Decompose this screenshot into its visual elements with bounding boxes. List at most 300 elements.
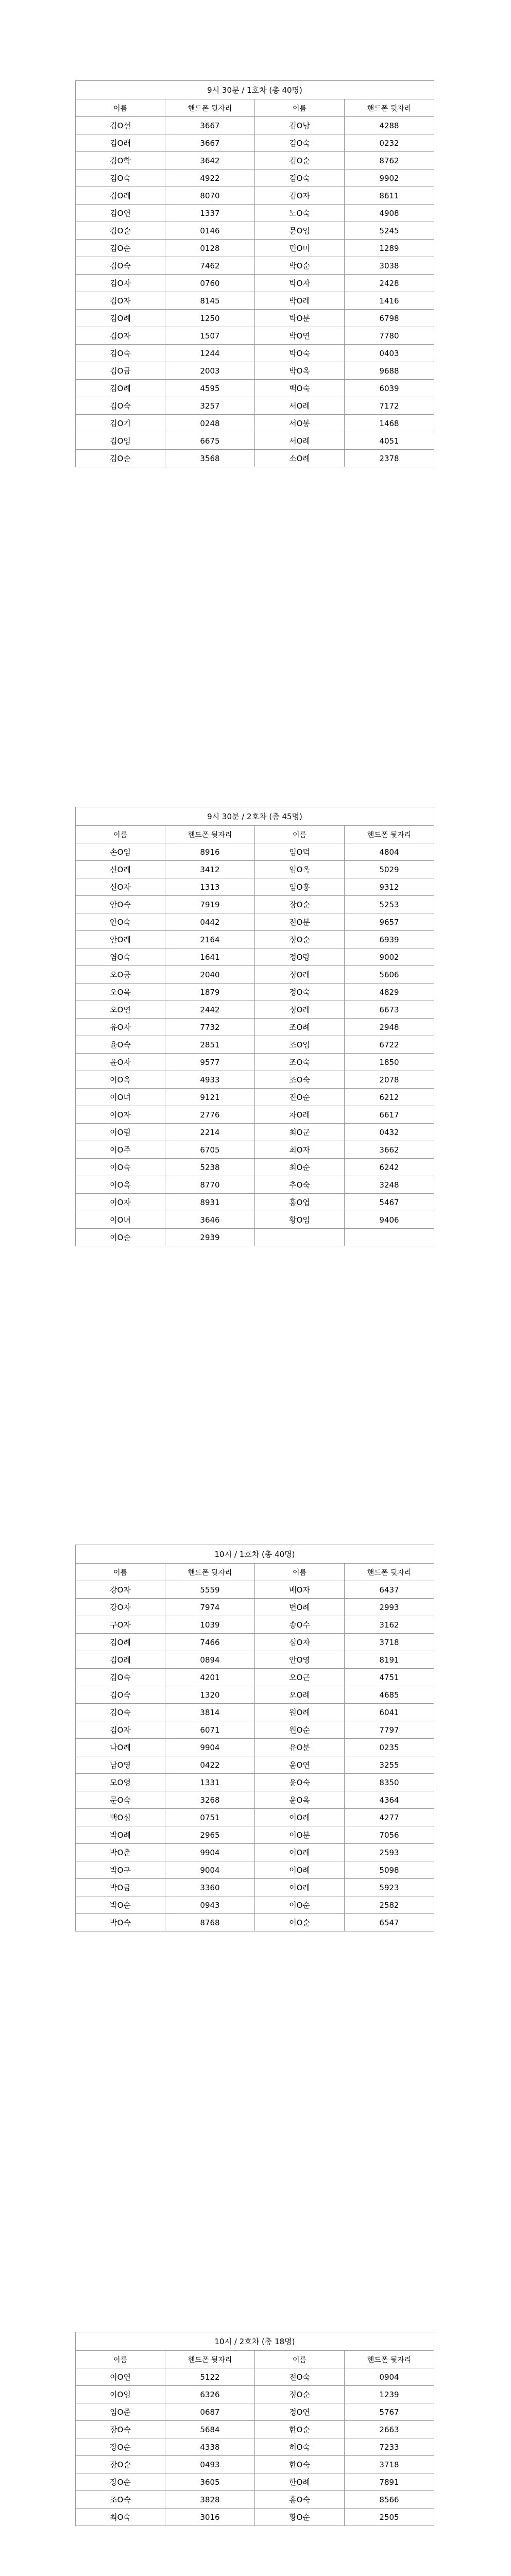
- header-phone: 핸드폰 뒷자리: [165, 2351, 255, 2368]
- phone-cell: 2663: [345, 2421, 434, 2438]
- name-cell: 이O주: [76, 1141, 165, 1159]
- name-cell: 박O숙: [255, 345, 345, 362]
- name-cell: 김O숙: [76, 1704, 165, 1721]
- phone-cell: 2214: [165, 1124, 255, 1141]
- title-row: [76, 81, 434, 99]
- phone-cell: 1289: [345, 240, 434, 257]
- table-row: [76, 380, 434, 397]
- phone-cell: 7780: [345, 327, 434, 345]
- name-cell: 김O연: [76, 205, 165, 222]
- phone-cell: 5684: [165, 2421, 255, 2438]
- name-cell: 김O자: [76, 292, 165, 310]
- phone-cell: 3667: [165, 134, 255, 152]
- name-cell: 배O자: [255, 1581, 345, 1599]
- table-block-1: [75, 80, 434, 467]
- name-cell: 송O수: [255, 1616, 345, 1634]
- name-cell: 이O자: [76, 1106, 165, 1124]
- name-cell: 한O례: [255, 2473, 345, 2491]
- table-row: [76, 1616, 434, 1634]
- phone-cell: 4277: [345, 1809, 434, 1826]
- phone-cell: 0442: [165, 913, 255, 931]
- phone-cell: 0904: [345, 2368, 434, 2386]
- phone-cell: 3646: [165, 1211, 255, 1229]
- name-cell: 전O숙: [255, 2368, 345, 2386]
- name-cell: 조O숙: [255, 1054, 345, 1071]
- phone-cell: 8566: [345, 2491, 434, 2509]
- name-cell: 임O옥: [255, 861, 345, 878]
- name-cell: 서O례: [255, 432, 345, 450]
- phone-cell: 2505: [345, 2509, 434, 2526]
- name-cell: 이O자: [76, 1194, 165, 1211]
- header-phone: 핸드폰 뒷자리: [345, 2351, 434, 2368]
- table-row: [76, 1176, 434, 1194]
- title-row: [76, 2332, 434, 2351]
- table-row: [76, 2456, 434, 2473]
- name-cell: 윤O숙: [255, 1774, 345, 1791]
- name-cell: 황O임: [255, 1211, 345, 1229]
- name-cell: 윤O옥: [255, 1791, 345, 1809]
- name-cell: 장O순: [76, 2473, 165, 2491]
- table-row: [76, 1774, 434, 1791]
- name-cell: 이O연: [76, 2368, 165, 2386]
- phone-cell: 3255: [345, 1756, 434, 1774]
- phone-cell: 3412: [165, 861, 255, 878]
- name-cell: 서O봉: [255, 415, 345, 432]
- table-block-4: [75, 2332, 434, 2526]
- phone-cell: 0235: [345, 1739, 434, 1756]
- header-phone: 핸드폰 뒷자리: [165, 99, 255, 117]
- name-cell: 조O임: [255, 1036, 345, 1054]
- phone-cell: 2164: [165, 931, 255, 948]
- table-row: [76, 134, 434, 152]
- table-row: [76, 1809, 434, 1826]
- phone-cell: 0493: [165, 2456, 255, 2473]
- name-cell: 박O숙: [76, 1914, 165, 1931]
- phone-cell: 7797: [345, 1721, 434, 1739]
- name-cell: 박O자: [255, 275, 345, 292]
- phone-cell: 5029: [345, 861, 434, 878]
- table-row: [76, 1036, 434, 1054]
- name-cell: 박O순: [76, 1896, 165, 1914]
- phone-cell: 6212: [345, 1089, 434, 1106]
- name-cell: 강O자: [76, 1581, 165, 1599]
- table-title: 10시 / 1호차 (총 40명): [76, 1545, 434, 1564]
- name-cell: 노O숙: [255, 205, 345, 222]
- table-row: [76, 2386, 434, 2403]
- name-cell: 차O례: [255, 1106, 345, 1124]
- table-row: [76, 187, 434, 205]
- table-row: [76, 1019, 434, 1036]
- phone-cell: 9657: [345, 913, 434, 931]
- name-cell: 김O금: [76, 362, 165, 380]
- phone-cell: 9121: [165, 1089, 255, 1106]
- phone-cell: 8191: [345, 1651, 434, 1669]
- name-cell: 이O임: [76, 2386, 165, 2403]
- phone-cell: 6242: [345, 1159, 434, 1176]
- name-cell: 신O자: [76, 878, 165, 896]
- name-cell: 김O기: [76, 415, 165, 432]
- phone-cell: 2003: [165, 362, 255, 380]
- name-cell: 이O순: [255, 1896, 345, 1914]
- table-row: [76, 861, 434, 878]
- title-row: [76, 1545, 434, 1564]
- name-cell: 신O례: [76, 861, 165, 878]
- name-cell: 김O학: [76, 152, 165, 170]
- table-row: [76, 1861, 434, 1879]
- name-cell: 최O군: [255, 1124, 345, 1141]
- name-cell: 박O분: [255, 310, 345, 327]
- name-cell: 소O례: [255, 450, 345, 467]
- phone-cell: 3718: [345, 1634, 434, 1651]
- phone-cell: 2851: [165, 1036, 255, 1054]
- table-row: [76, 1141, 434, 1159]
- name-cell: 박O금: [76, 1879, 165, 1896]
- name-cell: 홍O숙: [255, 2491, 345, 2509]
- phone-cell: 3360: [165, 1879, 255, 1896]
- phone-cell: 0687: [165, 2403, 255, 2421]
- phone-cell: 6071: [165, 1721, 255, 1739]
- table-row: [76, 397, 434, 415]
- name-cell: 임O홍: [255, 878, 345, 896]
- name-cell: 박O옥: [255, 362, 345, 380]
- name-cell: 박O례: [76, 1826, 165, 1844]
- name-cell: 김O순: [255, 152, 345, 170]
- phone-cell: 0248: [165, 415, 255, 432]
- name-cell: 이O례: [255, 1861, 345, 1879]
- table-row: [76, 170, 434, 187]
- table-row: [76, 257, 434, 275]
- phone-cell: 7974: [165, 1599, 255, 1616]
- name-cell: 김O순: [76, 240, 165, 257]
- schedule-table: [75, 80, 434, 467]
- table-row: [76, 878, 434, 896]
- header-name: 이름: [255, 826, 345, 843]
- name-cell: 오O옥: [76, 984, 165, 1001]
- table-row: [76, 1844, 434, 1861]
- name-cell: 박O연: [255, 327, 345, 345]
- name-cell: 홍O엽: [255, 1194, 345, 1211]
- phone-cell: 6547: [345, 1914, 434, 1931]
- name-cell: 김O임: [76, 432, 165, 450]
- table-row: [76, 2421, 434, 2438]
- phone-cell: 1239: [345, 2386, 434, 2403]
- phone-cell: 9406: [345, 1211, 434, 1229]
- phone-cell: 7462: [165, 257, 255, 275]
- name-cell: 손O임: [76, 843, 165, 861]
- name-cell: 백O심: [76, 1809, 165, 1826]
- phone-cell: 9002: [345, 948, 434, 966]
- header-row: [76, 826, 434, 843]
- table-row: [76, 205, 434, 222]
- name-cell: 김O래: [76, 134, 165, 152]
- name-cell: 민O미: [255, 240, 345, 257]
- phone-cell: 3718: [345, 2456, 434, 2473]
- name-cell: 김O숙: [76, 170, 165, 187]
- name-cell: 허O숙: [255, 2438, 345, 2456]
- phone-cell: 1250: [165, 310, 255, 327]
- name-cell: 안O숙: [76, 913, 165, 931]
- phone-cell: 0422: [165, 1756, 255, 1774]
- name-cell: 이O례: [255, 1844, 345, 1861]
- name-cell: 조O숙: [76, 2491, 165, 2509]
- name-cell: 이O순: [76, 1229, 165, 1246]
- header-phone: 핸드폰 뒷자리: [345, 1564, 434, 1581]
- phone-cell: 9312: [345, 878, 434, 896]
- table-row: [76, 275, 434, 292]
- phone-cell: 3667: [165, 117, 255, 134]
- name-cell: 정O숙: [255, 984, 345, 1001]
- name-cell: 김O순: [76, 450, 165, 467]
- phone-cell: 7891: [345, 2473, 434, 2491]
- phone-cell: 5245: [345, 222, 434, 240]
- table-row: [76, 1669, 434, 1686]
- phone-cell: 3038: [345, 257, 434, 275]
- name-cell: 정O례: [255, 1001, 345, 1019]
- table-row: [76, 843, 434, 861]
- phone-cell: 3605: [165, 2473, 255, 2491]
- table-row: [76, 1634, 434, 1651]
- phone-cell: 1244: [165, 345, 255, 362]
- phone-cell: 6722: [345, 1036, 434, 1054]
- table-row: [76, 1159, 434, 1176]
- table-title: 9시 30분 / 1호차 (총 40명): [76, 81, 434, 99]
- table-title: 9시 30분 / 2호차 (총 45명): [76, 807, 434, 826]
- table-block-3: [75, 1545, 434, 1931]
- header-name: 이름: [76, 99, 165, 117]
- header-name: 이름: [76, 826, 165, 843]
- name-cell: 윤O자: [76, 1054, 165, 1071]
- name-cell: 장O순: [76, 2438, 165, 2456]
- phone-cell: 0943: [165, 1896, 255, 1914]
- phone-cell: 0432: [345, 1124, 434, 1141]
- name-cell: 이O녀: [76, 1211, 165, 1229]
- table-row: [76, 1879, 434, 1896]
- phone-cell: 0128: [165, 240, 255, 257]
- name-cell: 모O영: [76, 1774, 165, 1791]
- phone-cell: 1850: [345, 1054, 434, 1071]
- phone-cell: 3828: [165, 2491, 255, 2509]
- phone-cell: 4933: [165, 1071, 255, 1089]
- phone-cell: 9904: [165, 1844, 255, 1861]
- phone-cell: 0146: [165, 222, 255, 240]
- table-title: 10시 / 2호차 (총 18명): [76, 2332, 434, 2351]
- phone-cell: 3257: [165, 397, 255, 415]
- table-row: [76, 327, 434, 345]
- name-cell: 김O숙: [76, 257, 165, 275]
- name-cell: 유O분: [255, 1739, 345, 1756]
- table-row: [76, 152, 434, 170]
- phone-cell: 4922: [165, 170, 255, 187]
- name-cell: 정O랑: [255, 948, 345, 966]
- table-row: [76, 966, 434, 984]
- name-cell: 오O공: [76, 966, 165, 984]
- phone-cell: 5253: [345, 896, 434, 913]
- table-row: [76, 1581, 434, 1599]
- phone-cell: 5098: [345, 1861, 434, 1879]
- phone-cell: 7732: [165, 1019, 255, 1036]
- name-cell: 강O자: [76, 1599, 165, 1616]
- phone-cell: 2948: [345, 1019, 434, 1036]
- schedule-table: [75, 1545, 434, 1931]
- name-cell: 김O례: [76, 310, 165, 327]
- name-cell: 장O순: [255, 896, 345, 913]
- table-row: [76, 913, 434, 931]
- name-cell: 추O숙: [255, 1176, 345, 1194]
- phone-cell: 3268: [165, 1791, 255, 1809]
- name-cell: 김O례: [76, 1634, 165, 1651]
- phone-cell: 3662: [345, 1141, 434, 1159]
- name-cell: 김O자: [76, 275, 165, 292]
- table-row: [76, 1651, 434, 1669]
- phone-cell: 6039: [345, 380, 434, 397]
- phone-cell: 1313: [165, 878, 255, 896]
- name-cell: 이O옥: [76, 1176, 165, 1194]
- name-cell: 이O옥: [76, 1071, 165, 1089]
- phone-cell: 1331: [165, 1774, 255, 1791]
- name-cell: 최O숙: [76, 2509, 165, 2526]
- phone-cell: 8916: [165, 843, 255, 861]
- phone-cell: 6041: [345, 1704, 434, 1721]
- name-cell: 조O례: [255, 1019, 345, 1036]
- table-row: [76, 2438, 434, 2456]
- name-cell: 정O순: [255, 931, 345, 948]
- phone-cell: 4201: [165, 1669, 255, 1686]
- name-cell: 백O숙: [255, 380, 345, 397]
- phone-cell: 8611: [345, 187, 434, 205]
- phone-cell: 1320: [165, 1686, 255, 1704]
- phone-cell: 5559: [165, 1581, 255, 1599]
- header-phone: 핸드폰 뒷자리: [165, 826, 255, 843]
- name-cell: 박O구: [76, 1861, 165, 1879]
- table-row: [76, 1054, 434, 1071]
- phone-cell: [345, 1229, 434, 1246]
- phone-cell: 8770: [165, 1176, 255, 1194]
- phone-cell: 9004: [165, 1861, 255, 1879]
- header-phone: 핸드폰 뒷자리: [345, 99, 434, 117]
- name-cell: 임O덕: [255, 843, 345, 861]
- phone-cell: 5122: [165, 2368, 255, 2386]
- phone-cell: 0751: [165, 1809, 255, 1826]
- phone-cell: 3642: [165, 152, 255, 170]
- table-row: [76, 117, 434, 134]
- name-cell: 정O례: [255, 966, 345, 984]
- name-cell: 김O선: [76, 117, 165, 134]
- table-row: [76, 1704, 434, 1721]
- phone-cell: 9688: [345, 362, 434, 380]
- header-row: [76, 2351, 434, 2368]
- phone-cell: 9577: [165, 1054, 255, 1071]
- name-cell: 김O숙: [76, 345, 165, 362]
- phone-cell: 8350: [345, 1774, 434, 1791]
- header-name: 이름: [76, 2351, 165, 2368]
- table-row: [76, 1826, 434, 1844]
- schedule-table: [75, 807, 434, 1246]
- phone-cell: 1468: [345, 415, 434, 432]
- table-row: [76, 2509, 434, 2526]
- name-cell: 심O자: [255, 1634, 345, 1651]
- phone-cell: 9902: [345, 170, 434, 187]
- phone-cell: 3568: [165, 450, 255, 467]
- name-cell: 정O순: [255, 2386, 345, 2403]
- name-cell: 오O연: [76, 1001, 165, 1019]
- table-row: [76, 1106, 434, 1124]
- phone-cell: 2582: [345, 1896, 434, 1914]
- phone-cell: 1641: [165, 948, 255, 966]
- phone-cell: 5606: [345, 966, 434, 984]
- name-cell: 오O례: [255, 1686, 345, 1704]
- phone-cell: 4338: [165, 2438, 255, 2456]
- title-row: [76, 807, 434, 826]
- name-cell: 황O순: [255, 2509, 345, 2526]
- name-cell: 김O자: [255, 187, 345, 205]
- table-row: [76, 345, 434, 362]
- table-row: [76, 1071, 434, 1089]
- name-cell: [255, 1229, 345, 1246]
- table-row: [76, 2403, 434, 2421]
- table-row: [76, 1001, 434, 1019]
- table-row: [76, 310, 434, 327]
- phone-cell: 4829: [345, 984, 434, 1001]
- phone-cell: 8768: [165, 1914, 255, 1931]
- name-cell: 문O임: [255, 222, 345, 240]
- phone-cell: 1507: [165, 327, 255, 345]
- phone-cell: 6437: [345, 1581, 434, 1599]
- table-block-2: [75, 807, 434, 1246]
- phone-cell: 8145: [165, 292, 255, 310]
- table-row: [76, 292, 434, 310]
- phone-cell: 0894: [165, 1651, 255, 1669]
- table-row: [76, 432, 434, 450]
- name-cell: 원O례: [255, 1704, 345, 1721]
- phone-cell: 2965: [165, 1826, 255, 1844]
- table-row: [76, 2368, 434, 2386]
- name-cell: 김O례: [76, 1651, 165, 1669]
- name-cell: 장O숙: [76, 2421, 165, 2438]
- name-cell: 이O분: [255, 1826, 345, 1844]
- table-row: [76, 1791, 434, 1809]
- name-cell: 김O숙: [255, 134, 345, 152]
- phone-cell: 4685: [345, 1686, 434, 1704]
- name-cell: 이O숙: [76, 1159, 165, 1176]
- phone-cell: 7233: [345, 2438, 434, 2456]
- schedule-table: [75, 2332, 434, 2526]
- name-cell: 이O례: [255, 1809, 345, 1826]
- name-cell: 유O자: [76, 1019, 165, 1036]
- phone-cell: 1879: [165, 984, 255, 1001]
- phone-cell: 1039: [165, 1616, 255, 1634]
- name-cell: 이O림: [76, 1124, 165, 1141]
- table-row: [76, 1599, 434, 1616]
- table-row: [76, 222, 434, 240]
- name-cell: 박O춘: [76, 1844, 165, 1861]
- name-cell: 남O영: [76, 1756, 165, 1774]
- header-name: 이름: [255, 99, 345, 117]
- phone-cell: 5767: [345, 2403, 434, 2421]
- name-cell: 이O례: [255, 1879, 345, 1896]
- phone-cell: 1416: [345, 292, 434, 310]
- header-name: 이름: [255, 1564, 345, 1581]
- name-cell: 원O순: [255, 1721, 345, 1739]
- phone-cell: 5923: [345, 1879, 434, 1896]
- phone-cell: 0760: [165, 275, 255, 292]
- table-row: [76, 1686, 434, 1704]
- phone-cell: 8762: [345, 152, 434, 170]
- table-row: [76, 1194, 434, 1211]
- table-row: [76, 1089, 434, 1106]
- name-cell: 최O자: [255, 1141, 345, 1159]
- phone-cell: 6939: [345, 931, 434, 948]
- name-cell: 정O연: [255, 2403, 345, 2421]
